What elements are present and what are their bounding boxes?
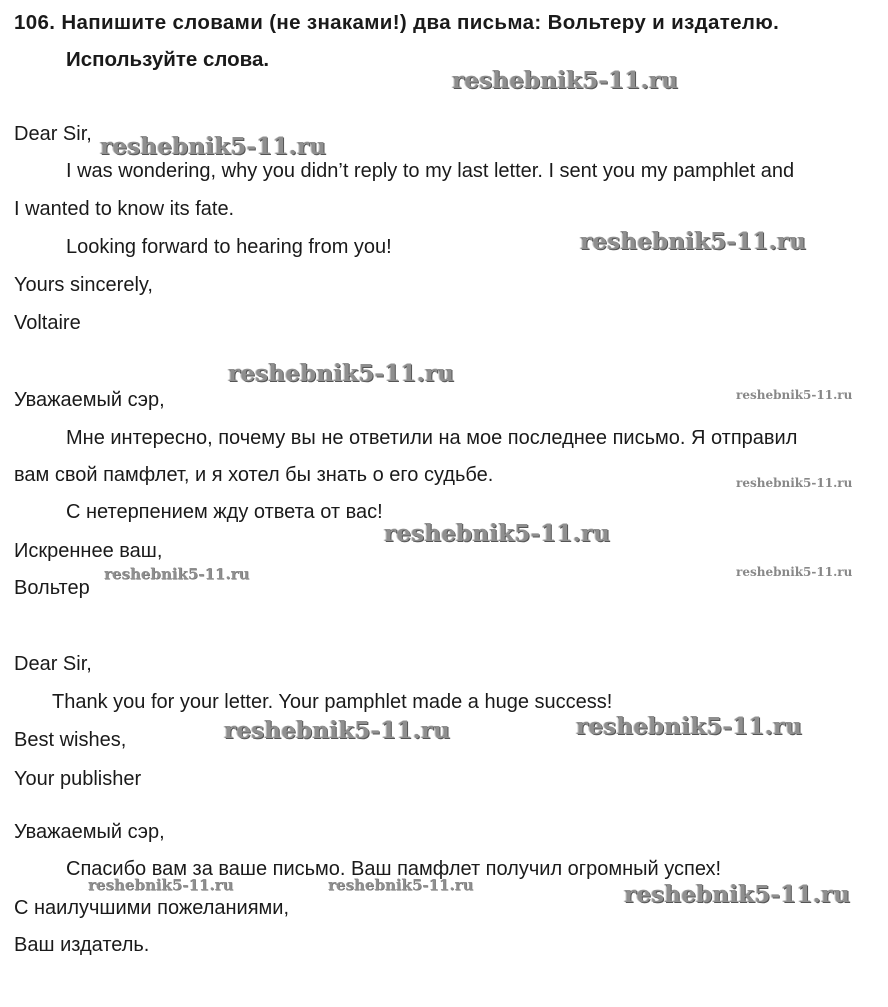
- watermark: reshebnik5-11.ru: [384, 520, 611, 547]
- task-instruction-text: Напишите словами (не знаками!) два письма: Вольтеру и издателю.: [61, 11, 780, 34]
- watermark: reshebnik5-11.ru: [228, 360, 455, 387]
- task-number: 106.: [14, 11, 56, 34]
- watermark: reshebnik5-11.ru: [224, 717, 451, 744]
- letter1-ru-body-line-3: С нетерпением жду ответа от вас!: [66, 501, 383, 523]
- letter1-en-salutation: Dear Sir,: [14, 123, 92, 145]
- letter1-en-signature: Voltaire: [14, 312, 81, 334]
- letter1-en-closing: Yours sincerely,: [14, 274, 153, 296]
- watermark: reshebnik5-11.ru: [104, 565, 250, 583]
- watermark: reshebnik5-11.ru: [580, 228, 807, 255]
- letter2-en-closing: Best wishes,: [14, 729, 127, 751]
- letter1-en-body-line-1: I was wondering, why you didn’t reply to my last letter. I sent you my pamphlet and: [66, 160, 795, 182]
- letter1-en-body-line-3: Looking forward to hearing from you!: [66, 236, 392, 258]
- watermark: reshebnik5-11.ru: [736, 388, 853, 402]
- task-instruction-line-2: Используйте слова.: [66, 48, 270, 71]
- task-instruction-line-1: [14, 6, 779, 40]
- watermark: reshebnik5-11.ru: [736, 476, 853, 490]
- letter2-ru-signature: Ваш издатель.: [14, 934, 150, 956]
- letter1-ru-signature: Вольтер: [14, 577, 90, 599]
- watermark: reshebnik5-11.ru: [576, 713, 803, 740]
- letter2-en-salutation: Dear Sir,: [14, 653, 92, 675]
- letter2-ru-closing: С наилучшими пожеланиями,: [14, 897, 290, 919]
- watermark: reshebnik5-11.ru: [624, 881, 851, 908]
- watermark: reshebnik5-11.ru: [452, 67, 679, 94]
- letter1-ru-closing: Искреннее ваш,: [14, 540, 163, 562]
- letter1-ru-body-line-1: Мне интересно, почему вы не ответили на мое последнее письмо. Я отправил: [66, 427, 798, 449]
- watermark: reshebnik5-11.ru: [100, 133, 327, 160]
- letter2-en-signature: Your publisher: [14, 768, 142, 790]
- watermark: reshebnik5-11.ru: [736, 565, 853, 579]
- letter1-en-body-line-2: I wanted to know its fate.: [14, 198, 235, 220]
- letter2-ru-salutation: Уважаемый сэр,: [14, 821, 165, 843]
- watermark: reshebnik5-11.ru: [328, 876, 474, 894]
- letter2-ru-body-line-1: Спасибо вам за ваше письмо. Ваш памфлет получил огромный успех!: [66, 858, 722, 880]
- letter1-ru-body-line-2: вам свой памфлет, и я хотел бы знать о его судьбе.: [14, 464, 494, 486]
- letter2-en-body-line-1: Thank you for your letter. Your pamphlet made a huge success!: [52, 691, 613, 713]
- letter1-ru-salutation: Уважаемый сэр,: [14, 389, 165, 411]
- watermark: reshebnik5-11.ru: [88, 876, 234, 894]
